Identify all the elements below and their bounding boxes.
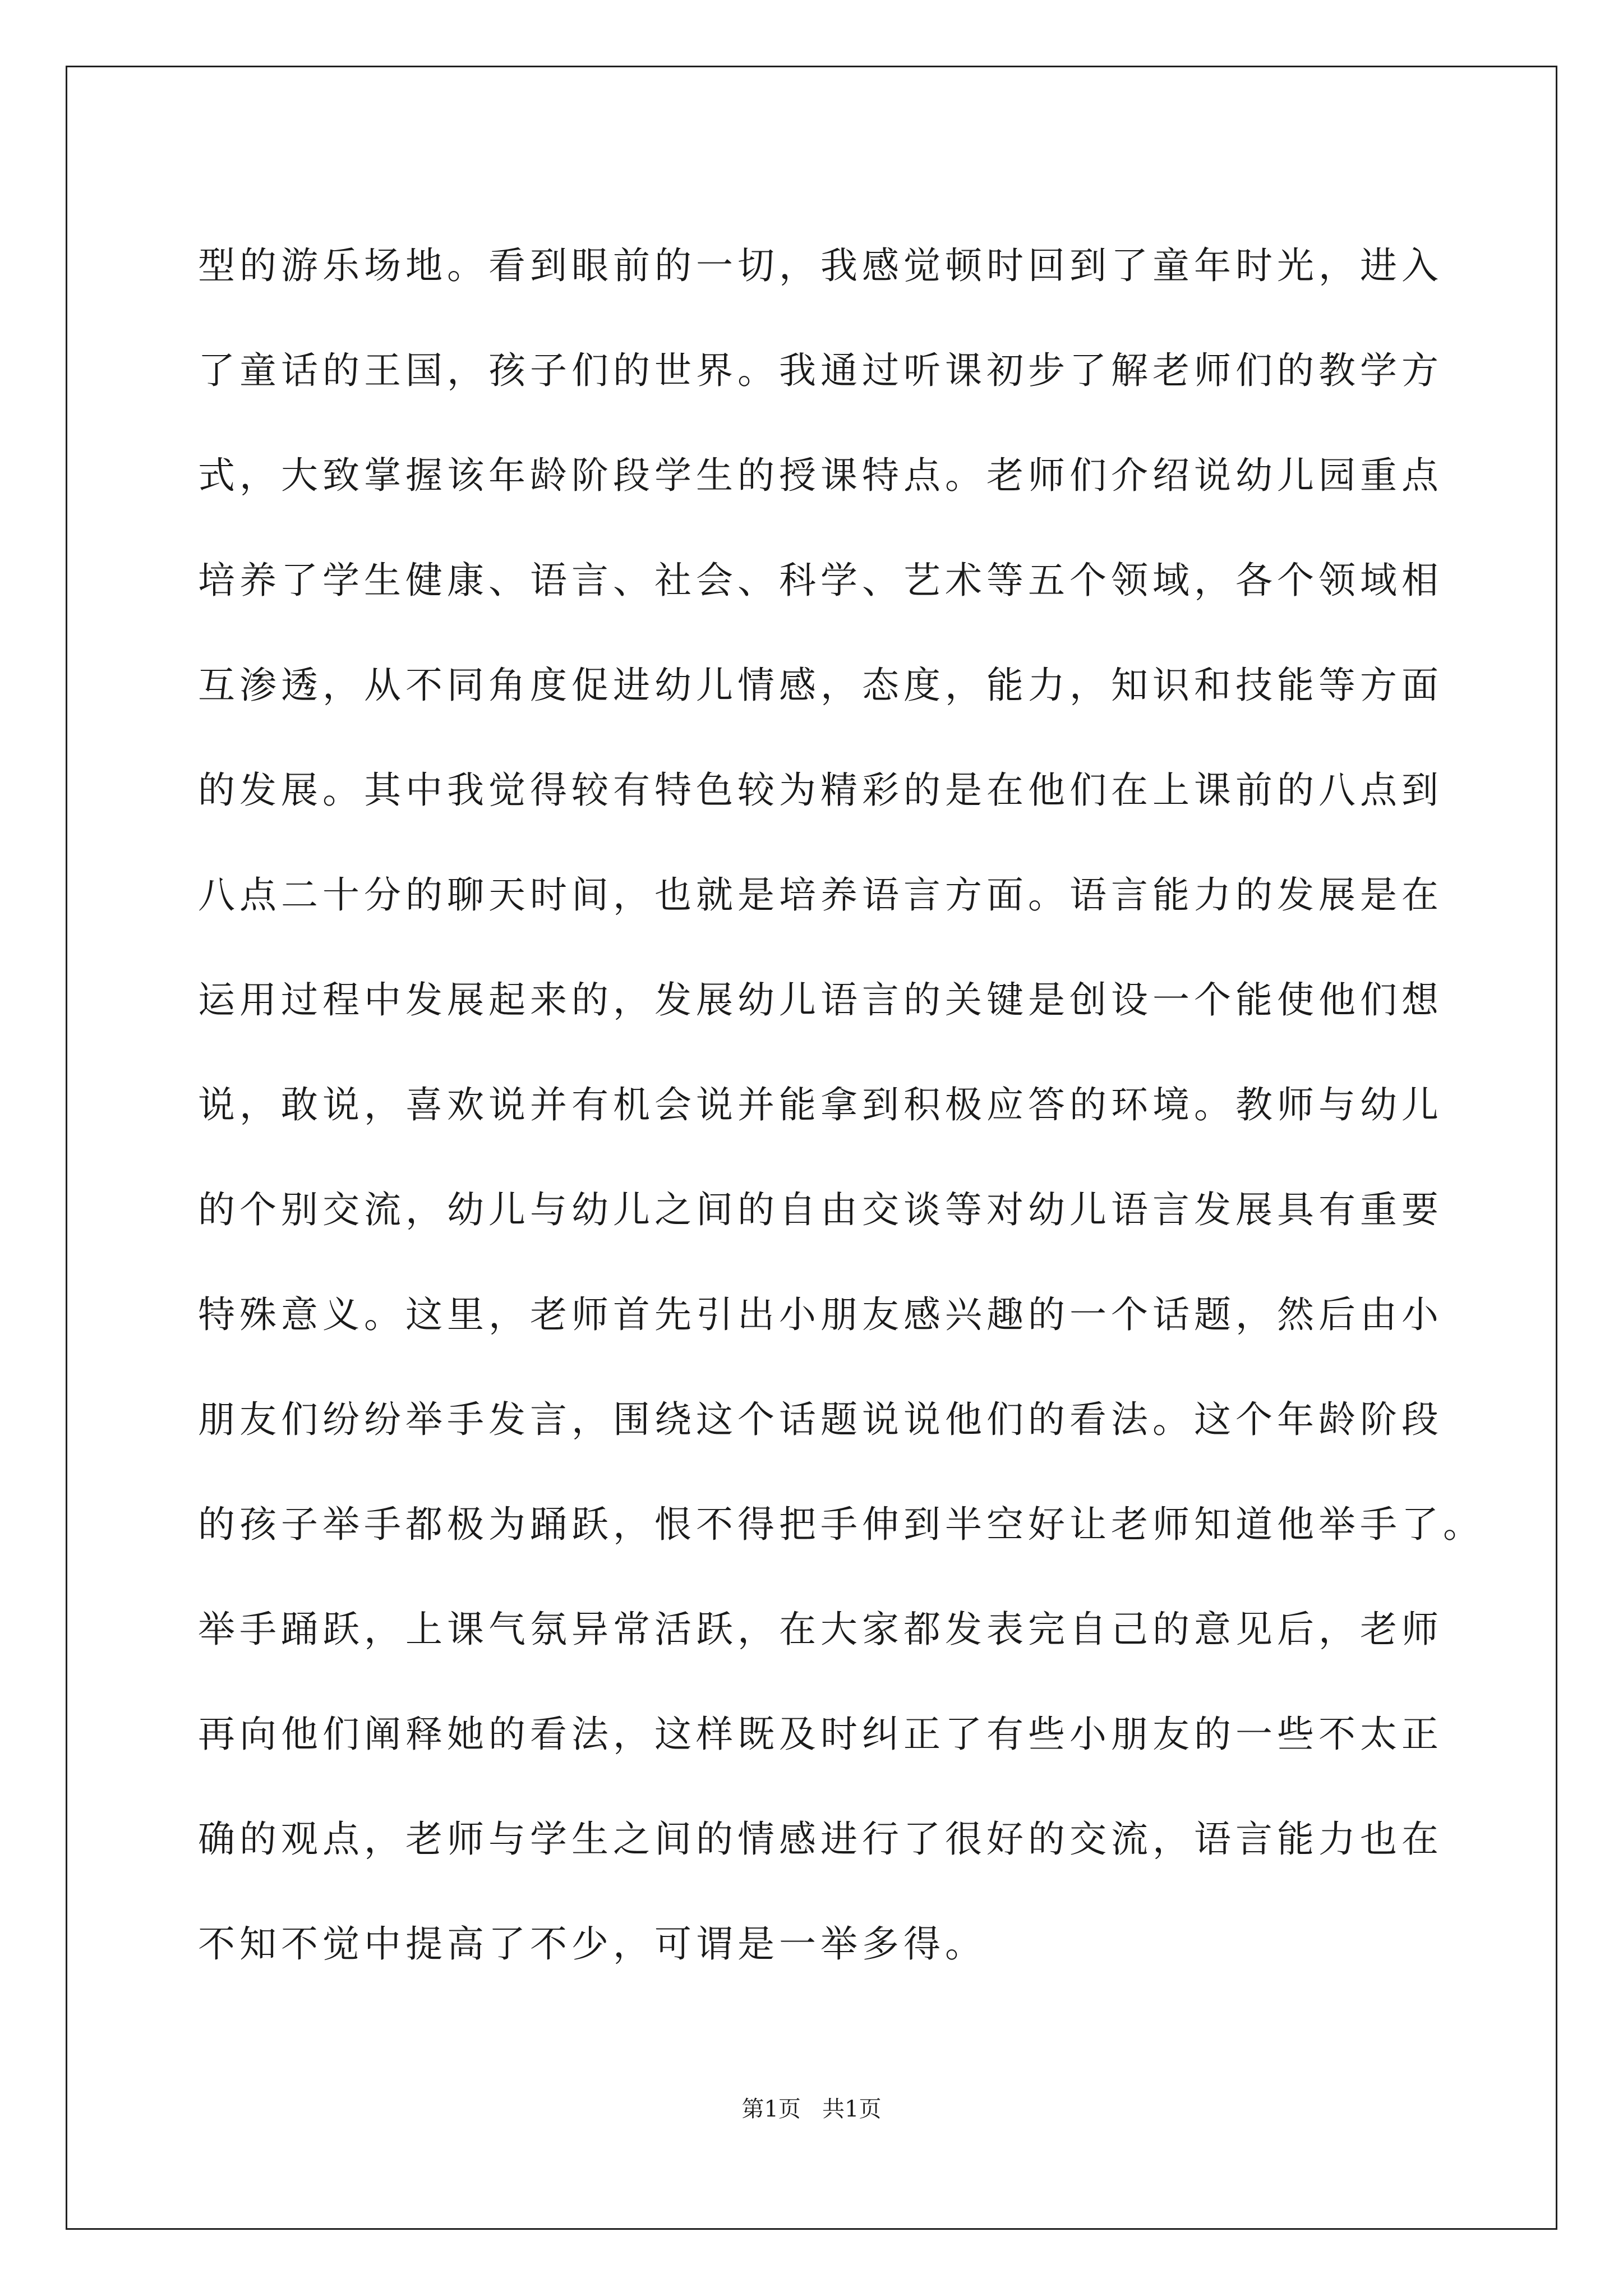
text-line: 不知不觉中提高了不少，可谓是一举多得。 [198, 1922, 986, 1966]
page-number-footer: 第1页 共1页 [741, 2096, 882, 2122]
text-line: 了童话的王国，孩子们的世界。我通过听课初步了解老师们的教学方 [198, 349, 1443, 392]
text-line: 举手踊跃，上课气氛异常活跃，在大家都发表完自己的意见后，老师 [198, 1608, 1443, 1651]
text-line: 再向他们阐释她的看法，这样既及时纠正了有些小朋友的一些不太正 [198, 1713, 1443, 1756]
text-line: 说，敢说，喜欢说并有机会说并能拿到积极应答的环境。教师与幼儿 [198, 1083, 1443, 1126]
text-line: 互渗透，从不同角度促进幼儿情感，态度，能力，知识和技能等方面 [198, 664, 1443, 707]
text-line: 特殊意义。这里，老师首先引出小朋友感兴趣的一个话题，然后由小 [198, 1293, 1443, 1336]
text-line: 的个别交流，幼儿与幼儿之间的自由交谈等对幼儿语言发展具有重要 [198, 1188, 1443, 1231]
text-line: 朋友们纷纷举手发言，围绕这个话题说说他们的看法。这个年龄阶段 [198, 1398, 1443, 1441]
text-line: 培养了学生健康、语言、社会、科学、艺术等五个领域，各个领域相 [198, 559, 1443, 602]
text-line: 的发展。其中我觉得较有特色较为精彩的是在他们在上课前的八点到 [198, 769, 1443, 812]
text-line: 运用过程中发展起来的，发展幼儿语言的关键是创设一个能使他们想 [198, 978, 1443, 1022]
text-line: 八点二十分的聊天时间，也就是培养语言方面。语言能力的发展是在 [198, 873, 1443, 917]
text-line: 式，大致掌握该年龄阶段学生的授课特点。老师们介绍说幼儿园重点 [198, 454, 1443, 497]
text-line: 的孩子举手都极为踊跃，恨不得把手伸到半空好让老师知道他举手了。 [198, 1503, 1484, 1546]
text-line: 确的观点，老师与学生之间的情感进行了很好的交流，语言能力也在 [198, 1818, 1443, 1861]
body-text [198, 213, 1484, 1996]
text-line: 型的游乐场地。看到眼前的一切，我感觉顿时回到了童年时光，进入 [198, 244, 1443, 287]
